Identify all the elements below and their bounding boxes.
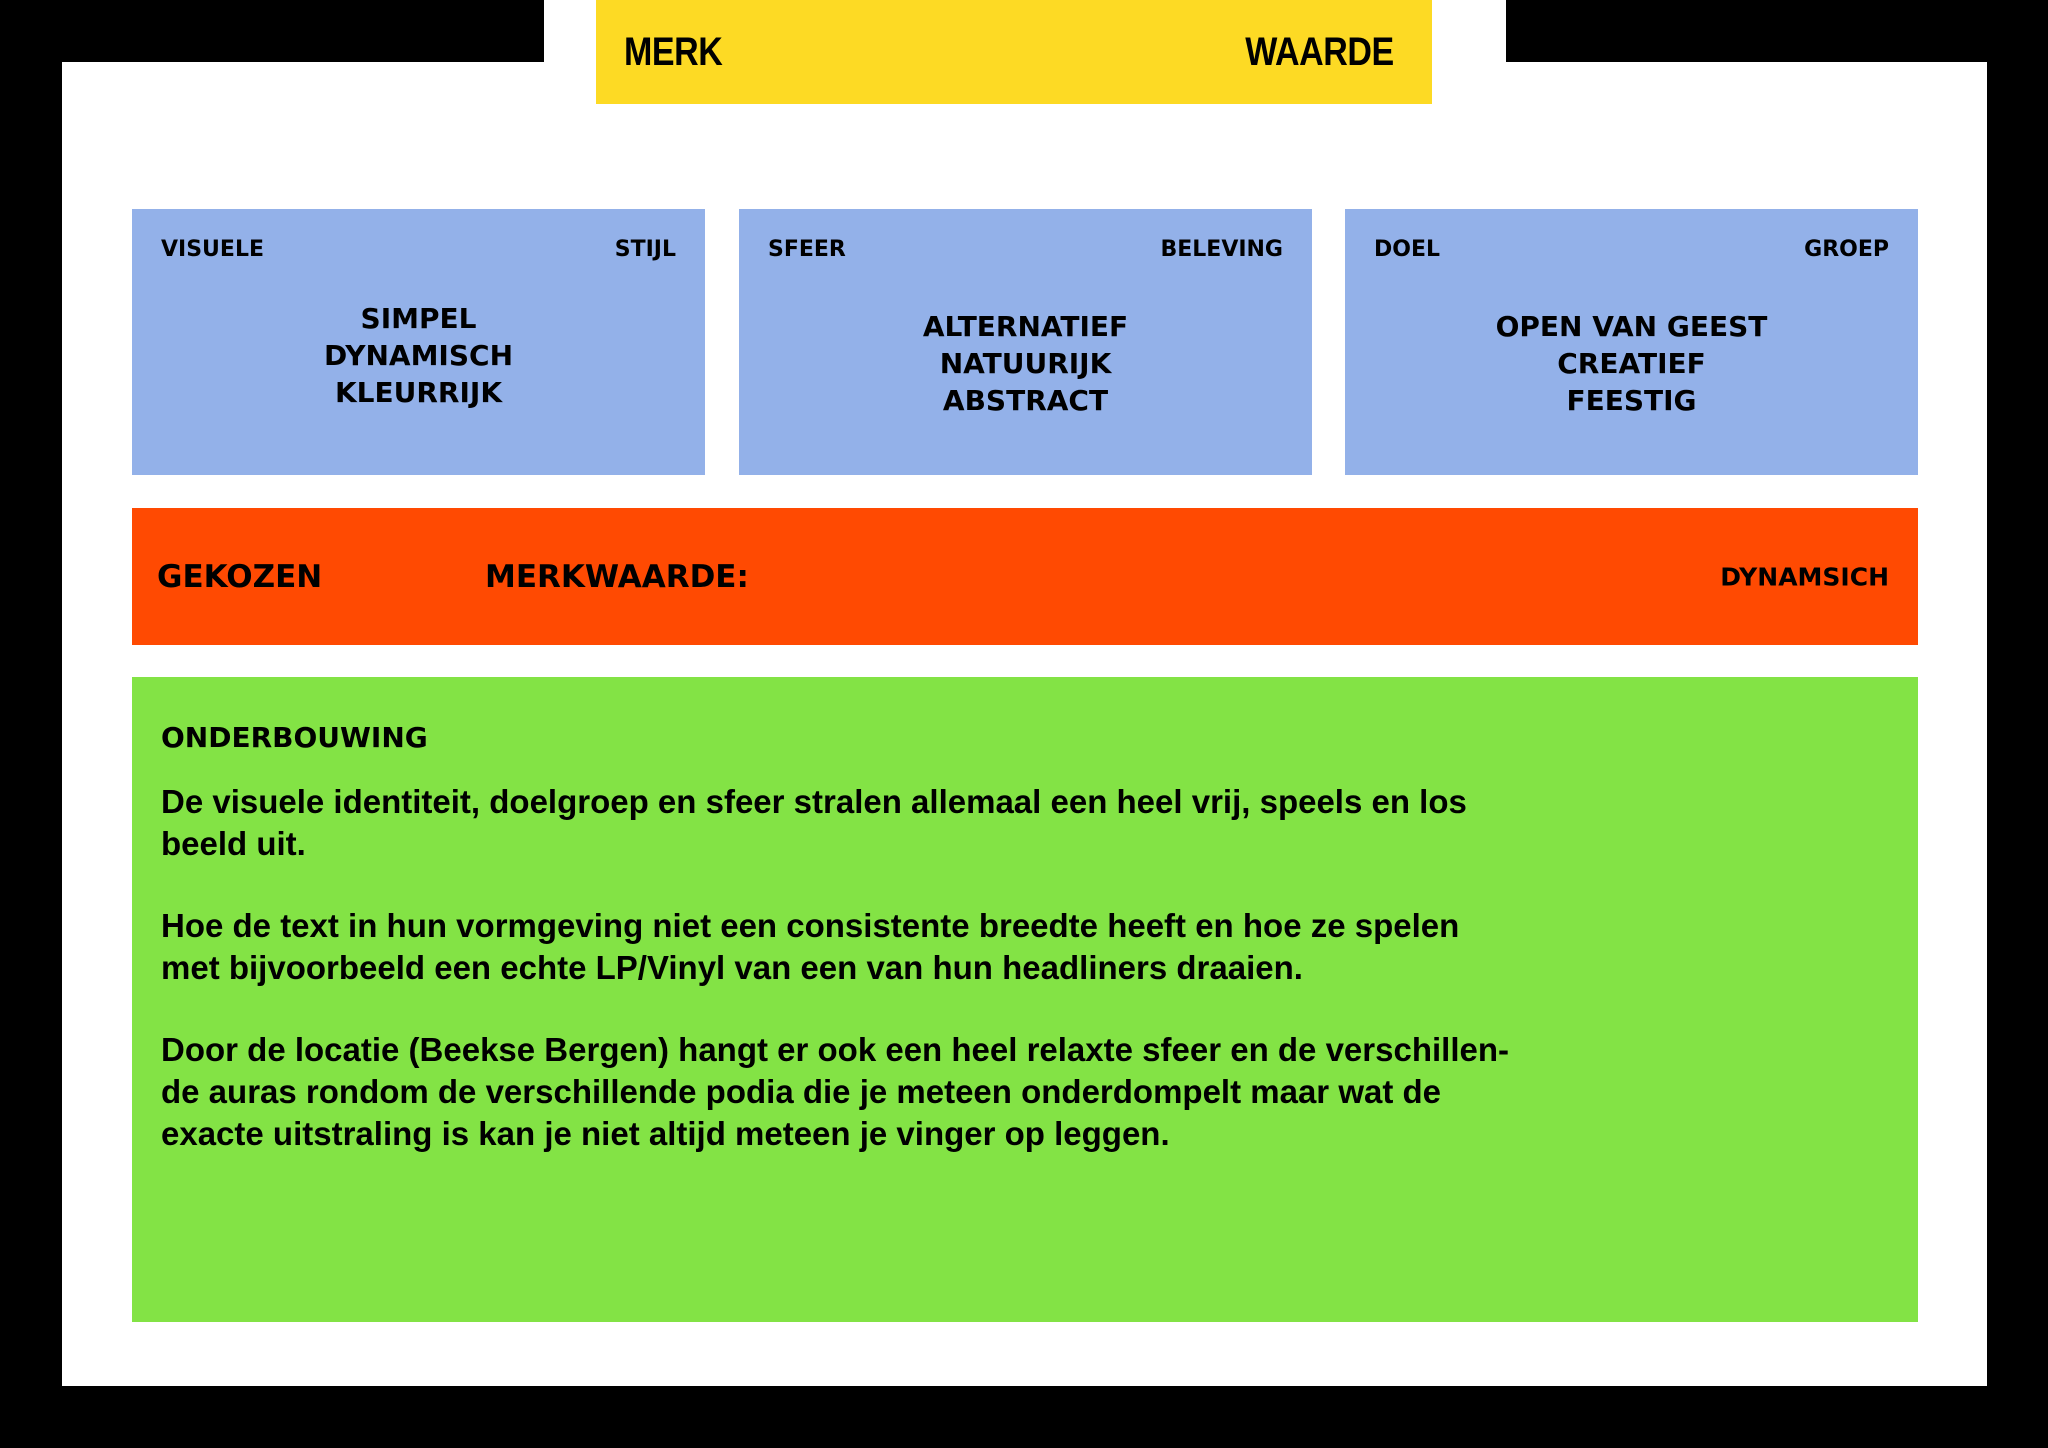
card-label-right: STIJL xyxy=(614,237,676,262)
card-visual-style xyxy=(132,209,705,475)
rationale-paragraph xyxy=(161,781,1691,865)
chosen-value: DYNAMSICH xyxy=(1720,562,1889,591)
card-value: ALTERNATIEF xyxy=(922,310,1129,343)
rationale-title: ONDERBOUWING xyxy=(161,721,428,754)
brand-value-label: MERKWAARDE: xyxy=(485,558,749,595)
card-value: ABSTRACT xyxy=(942,384,1109,417)
card-values xyxy=(132,300,705,411)
paragraph-line: beeld uit. xyxy=(161,825,306,862)
title-right: WAARDE xyxy=(1245,29,1394,74)
card-label-right: BELEVING xyxy=(1160,237,1283,262)
paragraph-line: Hoe de text in hun vormgeving niet een consistente breedte heeft en hoe ze spelen xyxy=(161,907,1460,944)
card-value: DYNAMISCH xyxy=(323,339,513,372)
paragraph-line: Door de locatie (Beekse Bergen) hangt er ook een heel relaxte sfeer en de verschillen- xyxy=(161,1031,1509,1068)
rationale-paragraph xyxy=(161,905,1691,989)
paragraph-line: exacte uitstraling is kan je niet altijd meteen je vinger op leggen. xyxy=(161,1115,1170,1152)
chosen-value-bar xyxy=(132,508,1918,645)
rationale-paragraph xyxy=(161,1029,1691,1155)
card-label-left: VISUELE xyxy=(161,237,264,262)
paragraph-line: met bijvoorbeeld een echte LP/Vinyl van een van hun headliners draaien. xyxy=(161,949,1303,986)
card-value: FEESTIG xyxy=(1566,384,1697,417)
card-label-left: DOEL xyxy=(1374,237,1441,262)
card-value: SIMPEL xyxy=(360,302,477,335)
card-value: CREATIEF xyxy=(1557,347,1706,380)
card-atmosphere xyxy=(739,209,1312,475)
card-value: OPEN VAN GEEST xyxy=(1495,310,1768,343)
card-label-right: GROEP xyxy=(1804,237,1889,262)
card-value: KLEURRIJK xyxy=(334,376,503,409)
paragraph-line: de auras rondom de verschillende podia die je meteen onderdompelt maar wat de xyxy=(161,1073,1442,1110)
title-left: MERK xyxy=(624,29,723,74)
title-bar xyxy=(596,0,1432,104)
card-value: NATUURIJK xyxy=(939,347,1112,380)
chosen-label: GEKOZEN xyxy=(157,558,323,595)
paragraph-line: De visuele identiteit, doelgroep en sfeer stralen allemaal een heel vrij, speels en los xyxy=(161,783,1467,820)
card-values xyxy=(739,308,1312,419)
rationale-panel xyxy=(132,677,1918,1322)
card-label-left: SFEER xyxy=(768,237,846,262)
card-values xyxy=(1345,308,1918,419)
card-target-group xyxy=(1345,209,1918,475)
